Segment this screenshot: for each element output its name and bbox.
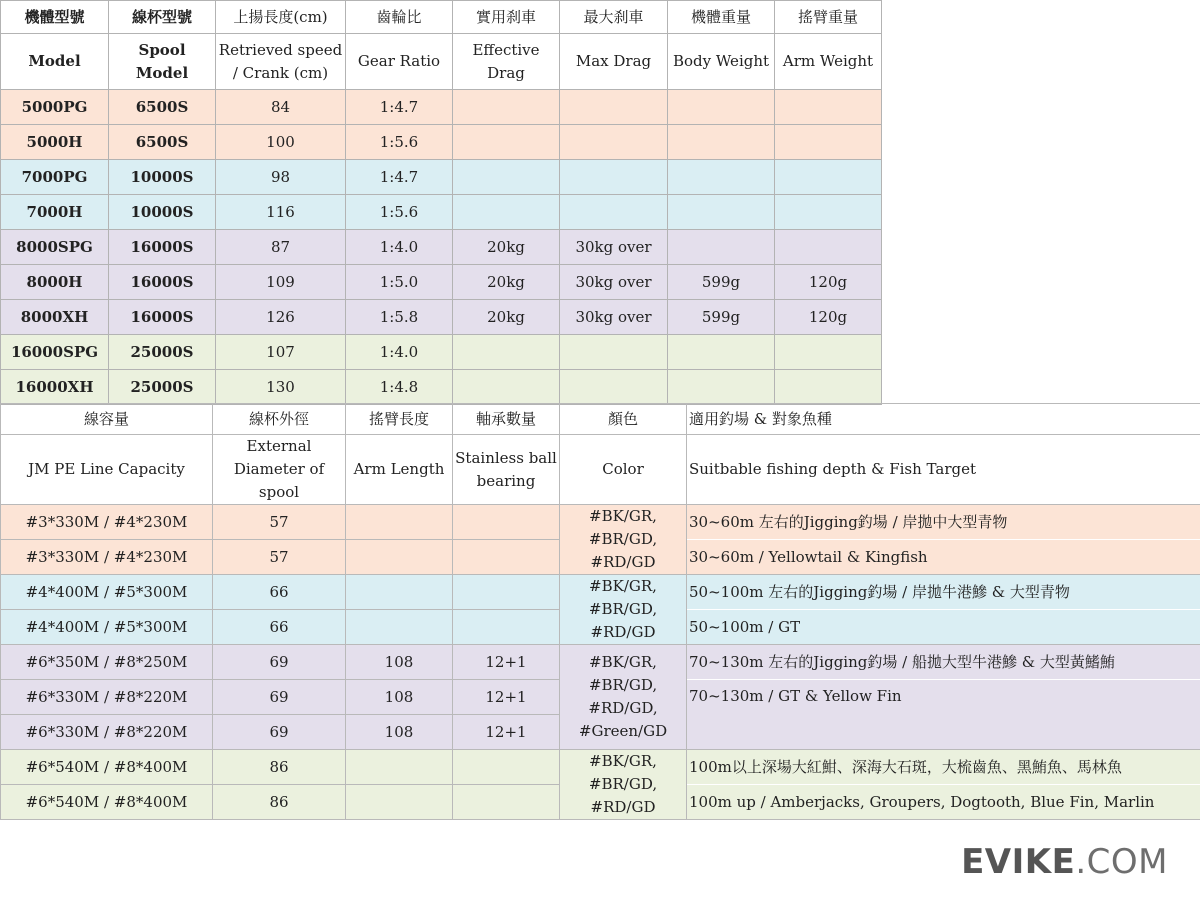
cell-spool-model: 16000S: [109, 265, 216, 300]
cell-spool-diameter: 57: [213, 540, 346, 575]
cell-effective-drag: 20kg: [453, 300, 560, 335]
cell-color-options: #BK/GR, #BR/GD, #RD/GD, #Green/GD: [560, 645, 687, 750]
table-row: [1, 335, 882, 370]
cell-arm-weight: [775, 230, 882, 265]
cell-effective-drag: [453, 90, 560, 125]
table-row: [1, 160, 882, 195]
cell-line-capacity: #3*330M / #4*230M: [1, 505, 213, 540]
table-row: [1, 300, 882, 335]
line-capacity-table: [0, 403, 1200, 820]
cell-fish-target: 50~100m / GT: [687, 610, 1200, 645]
cell-arm-length: 108: [346, 680, 453, 715]
cell-spool-model: 16000S: [109, 230, 216, 265]
header-spool-cn: 線杯型號: [109, 1, 216, 34]
cell-bearing: 12+1: [453, 715, 560, 750]
cell-body-weight: [668, 335, 775, 370]
header-maxdrag-cn: 最大刹車: [560, 1, 668, 34]
cell-body-weight: 599g: [668, 265, 775, 300]
cell-max-drag: [560, 160, 668, 195]
cell-fish-target: 100m以上深場大紅魽、深海大石斑，大梳齒魚、黑鮪魚、馬林魚: [687, 750, 1200, 785]
cell-arm-weight: [775, 90, 882, 125]
cell-spool-model: 16000S: [109, 300, 216, 335]
cell-max-drag: [560, 125, 668, 160]
cell-fish-target: 50~100m 左右的Jigging釣場 / 岸拋牛港鰺 & 大型青物: [687, 575, 1200, 610]
cell-body-weight: [668, 125, 775, 160]
header-arm-weight-en: Arm Weight: [775, 34, 882, 90]
table-row: [1, 195, 882, 230]
cell-spool-model: 10000S: [109, 160, 216, 195]
header-gear-cn: 齒輪比: [346, 1, 453, 34]
cell-effective-drag: [453, 335, 560, 370]
cell-body-weight: [668, 90, 775, 125]
header-color-cn: 顏色: [560, 404, 687, 435]
cell-fish-target: 30~60m 左右的Jigging釣場 / 岸拋中大型青物: [687, 505, 1200, 540]
header-spool-diameter-en: External Diameter of spool: [213, 435, 346, 505]
cell-fish-target: 100m up / Amberjacks, Groupers, Dogtooth, Blue Fin, Marlin: [687, 785, 1200, 820]
header-gear-en: Gear Ratio: [346, 34, 453, 90]
cell-gear-ratio: 1:5.6: [346, 125, 453, 160]
cell-effective-drag: 20kg: [453, 265, 560, 300]
header-row-en: [1, 34, 882, 90]
table-row: [1, 575, 1200, 610]
header-drag-en: Effective Drag: [453, 34, 560, 90]
cell-bearing: 12+1: [453, 645, 560, 680]
header-drag-cn: 實用刹車: [453, 1, 560, 34]
brand-name-rest: .COM: [1075, 842, 1168, 882]
cell-arm-weight: 120g: [775, 265, 882, 300]
cell-color-options: #BK/GR, #BR/GD, #RD/GD: [560, 750, 687, 820]
cell-spool-model: 25000S: [109, 370, 216, 405]
cell-spool-model: 10000S: [109, 195, 216, 230]
cell-line-capacity: #6*350M / #8*250M: [1, 645, 213, 680]
cell-body-weight: [668, 370, 775, 405]
header-bearing-en: Stainless ball bearing: [453, 435, 560, 505]
cell-gear-ratio: 1:5.6: [346, 195, 453, 230]
cell-spool-diameter: 86: [213, 785, 346, 820]
cell-arm-length: [346, 540, 453, 575]
cell-retrieve-speed: 87: [216, 230, 346, 265]
cell-gear-ratio: 1:4.0: [346, 230, 453, 265]
table-row: [1, 265, 882, 300]
cell-bearing: [453, 750, 560, 785]
header-arm-length-en: Arm Length: [346, 435, 453, 505]
cell-arm-weight: 120g: [775, 300, 882, 335]
cell-body-weight: [668, 160, 775, 195]
header-row-en-2: [1, 435, 1200, 505]
cell-spool-diameter: 86: [213, 750, 346, 785]
cell-arm-length: [346, 505, 453, 540]
header-bearing-cn: 軸承數量: [453, 404, 560, 435]
brand-name-bold: EVIKE: [961, 842, 1076, 882]
header-spool-diameter-cn: 線杯外徑: [213, 404, 346, 435]
header-speed-cn: 上揚長度(cm): [216, 1, 346, 34]
cell-retrieve-speed: 84: [216, 90, 346, 125]
cell-retrieve-speed: 109: [216, 265, 346, 300]
cell-model: 8000SPG: [1, 230, 109, 265]
cell-spool-diameter: 69: [213, 715, 346, 750]
header-maxdrag-en: Max Drag: [560, 34, 668, 90]
header-row-cn: [1, 1, 882, 34]
cell-max-drag: 30kg over: [560, 300, 668, 335]
cell-max-drag: [560, 90, 668, 125]
table-row: [1, 90, 882, 125]
cell-spool-model: 6500S: [109, 125, 216, 160]
cell-retrieve-speed: 107: [216, 335, 346, 370]
cell-arm-length: [346, 575, 453, 610]
header-arm-weight-cn: 搖臂重量: [775, 1, 882, 34]
cell-effective-drag: [453, 195, 560, 230]
cell-effective-drag: [453, 125, 560, 160]
cell-fish-target: 30~60m / Yellowtail & Kingfish: [687, 540, 1200, 575]
cell-body-weight: [668, 230, 775, 265]
cell-model: 5000H: [1, 125, 109, 160]
cell-effective-drag: 20kg: [453, 230, 560, 265]
cell-max-drag: [560, 370, 668, 405]
cell-retrieve-speed: 130: [216, 370, 346, 405]
cell-model: 7000PG: [1, 160, 109, 195]
table-row: [1, 370, 882, 405]
cell-arm-weight: [775, 335, 882, 370]
cell-bearing: 12+1: [453, 680, 560, 715]
cell-spool-diameter: 66: [213, 610, 346, 645]
header-arm-length-cn: 搖臂長度: [346, 404, 453, 435]
cell-retrieve-speed: 116: [216, 195, 346, 230]
cell-spool-diameter: 57: [213, 505, 346, 540]
cell-arm-length: [346, 750, 453, 785]
cell-line-capacity: #6*540M / #8*400M: [1, 750, 213, 785]
cell-max-drag: 30kg over: [560, 230, 668, 265]
header-model-en: Model: [1, 34, 109, 90]
header-spool-en: Spool Model: [109, 34, 216, 90]
header-color-en: Color: [560, 435, 687, 505]
cell-bearing: [453, 505, 560, 540]
cell-arm-length: 108: [346, 715, 453, 750]
cell-retrieve-speed: 126: [216, 300, 346, 335]
cell-arm-weight: [775, 370, 882, 405]
cell-gear-ratio: 1:5.0: [346, 265, 453, 300]
cell-max-drag: [560, 335, 668, 370]
table-row: [1, 230, 882, 265]
header-speed-en: Retrieved speed / Crank (cm): [216, 34, 346, 90]
cell-color-options: #BK/GR, #BR/GD, #RD/GD: [560, 505, 687, 575]
header-target-cn: 適用釣場 & 對象魚種: [687, 404, 1200, 435]
header-body-weight-cn: 機體重量: [668, 1, 775, 34]
table-row: [1, 505, 1200, 540]
cell-effective-drag: [453, 160, 560, 195]
cell-model: 8000XH: [1, 300, 109, 335]
table-row: [1, 645, 1200, 680]
header-body-weight-en: Body Weight: [668, 34, 775, 90]
header-model-cn: 機體型號: [1, 1, 109, 34]
cell-arm-length: [346, 610, 453, 645]
cell-retrieve-speed: 98: [216, 160, 346, 195]
header-target-en: Suitbable fishing depth & Fish Target: [687, 435, 1200, 505]
cell-bearing: [453, 575, 560, 610]
cell-arm-length: [346, 785, 453, 820]
cell-color-options: #BK/GR, #BR/GD, #RD/GD: [560, 575, 687, 645]
cell-line-capacity: #6*540M / #8*400M: [1, 785, 213, 820]
cell-arm-weight: [775, 125, 882, 160]
cell-arm-length: 108: [346, 645, 453, 680]
cell-fish-target: 70~130m 左右的Jigging釣場 / 船拋大型牛港鰺 & 大型黃鰭鮪: [687, 645, 1200, 680]
cell-line-capacity: #6*330M / #8*220M: [1, 680, 213, 715]
cell-retrieve-speed: 100: [216, 125, 346, 160]
cell-gear-ratio: 1:4.8: [346, 370, 453, 405]
header-line-capacity-en: JM PE Line Capacity: [1, 435, 213, 505]
cell-bearing: [453, 785, 560, 820]
cell-gear-ratio: 1:5.8: [346, 300, 453, 335]
cell-line-capacity: #6*330M / #8*220M: [1, 715, 213, 750]
cell-spool-diameter: 66: [213, 575, 346, 610]
cell-spool-model: 25000S: [109, 335, 216, 370]
cell-bearing: [453, 610, 560, 645]
cell-line-capacity: #4*400M / #5*300M: [1, 575, 213, 610]
cell-gear-ratio: 1:4.0: [346, 335, 453, 370]
cell-max-drag: [560, 195, 668, 230]
cell-line-capacity: #4*400M / #5*300M: [1, 610, 213, 645]
header-row-cn-2: [1, 404, 1200, 435]
cell-arm-weight: [775, 195, 882, 230]
cell-model: 5000PG: [1, 90, 109, 125]
cell-body-weight: 599g: [668, 300, 775, 335]
cell-spool-diameter: 69: [213, 645, 346, 680]
cell-max-drag: 30kg over: [560, 265, 668, 300]
cell-spool-model: 6500S: [109, 90, 216, 125]
cell-model: 16000XH: [1, 370, 109, 405]
cell-line-capacity: #3*330M / #4*230M: [1, 540, 213, 575]
cell-arm-weight: [775, 160, 882, 195]
cell-bearing: [453, 540, 560, 575]
table-row: [1, 750, 1200, 785]
cell-gear-ratio: 1:4.7: [346, 160, 453, 195]
cell-effective-drag: [453, 370, 560, 405]
cell-model: 7000H: [1, 195, 109, 230]
cell-model: 16000SPG: [1, 335, 109, 370]
cell-fish-target: 70~130m / GT & Yellow Fin: [687, 680, 1200, 750]
cell-spool-diameter: 69: [213, 680, 346, 715]
cell-model: 8000H: [1, 265, 109, 300]
header-line-capacity-cn: 線容量: [1, 404, 213, 435]
cell-body-weight: [668, 195, 775, 230]
cell-gear-ratio: 1:4.7: [346, 90, 453, 125]
reel-spec-table: [0, 0, 882, 405]
brand-watermark: [961, 842, 1168, 882]
table-row: [1, 125, 882, 160]
